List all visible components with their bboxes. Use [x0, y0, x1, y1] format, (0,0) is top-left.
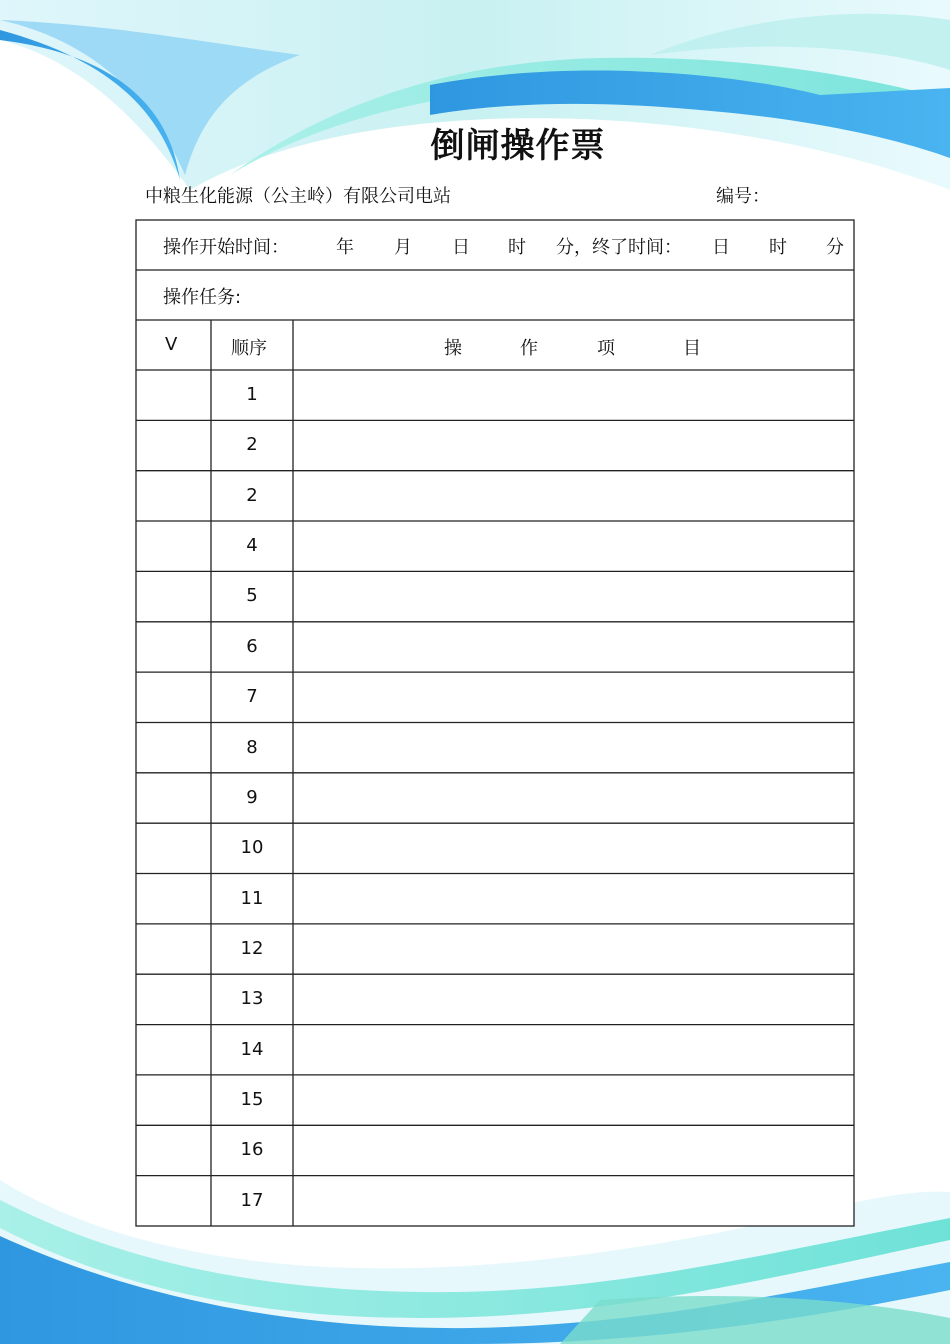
row-number: 14	[240, 1038, 264, 1060]
row-number: 16	[240, 1139, 264, 1161]
hour-label: 时	[508, 237, 526, 258]
item-header-char-1: 操	[444, 338, 462, 359]
row-number: 10	[240, 837, 264, 859]
item-header-char-3: 项	[597, 338, 615, 359]
row-number: 8	[246, 736, 258, 758]
row-number: 11	[240, 887, 264, 909]
row-number: 2	[246, 434, 258, 456]
start-time-label: 操作开始时间：	[163, 237, 289, 258]
row-number: 9	[246, 786, 258, 808]
end-minute-label: 分	[826, 237, 844, 258]
row-number: 5	[246, 585, 258, 607]
item-header-char-4: 目	[683, 338, 701, 359]
end-hour-label: 时	[769, 237, 787, 258]
end-day-label: 日	[712, 237, 730, 258]
order-column-header: 顺序	[231, 338, 267, 359]
row-number: 15	[240, 1088, 264, 1110]
row-number: 4	[246, 535, 258, 556]
row-number: 1	[246, 384, 258, 405]
row-number: 2	[246, 484, 258, 506]
row-number: 12	[240, 937, 264, 959]
check-column-header: V	[165, 334, 178, 355]
task-label: 操作任务:	[163, 287, 242, 308]
company-name: 中粮生化能源（公主岭）有限公司电站	[145, 186, 451, 207]
row-number: 6	[246, 635, 258, 657]
row-number: 7	[246, 686, 258, 708]
document-title: 倒闸操作票	[430, 126, 606, 166]
serial-number-label: 编号：	[716, 186, 770, 207]
item-header-char-2: 作	[520, 338, 538, 359]
row-number: 17	[240, 1189, 264, 1211]
month-label: 月	[394, 237, 412, 258]
end-time-label: 分，终了时间：	[556, 237, 682, 258]
day-label: 日	[452, 237, 470, 258]
year-label: 年	[336, 237, 354, 258]
row-number: 13	[240, 988, 264, 1010]
